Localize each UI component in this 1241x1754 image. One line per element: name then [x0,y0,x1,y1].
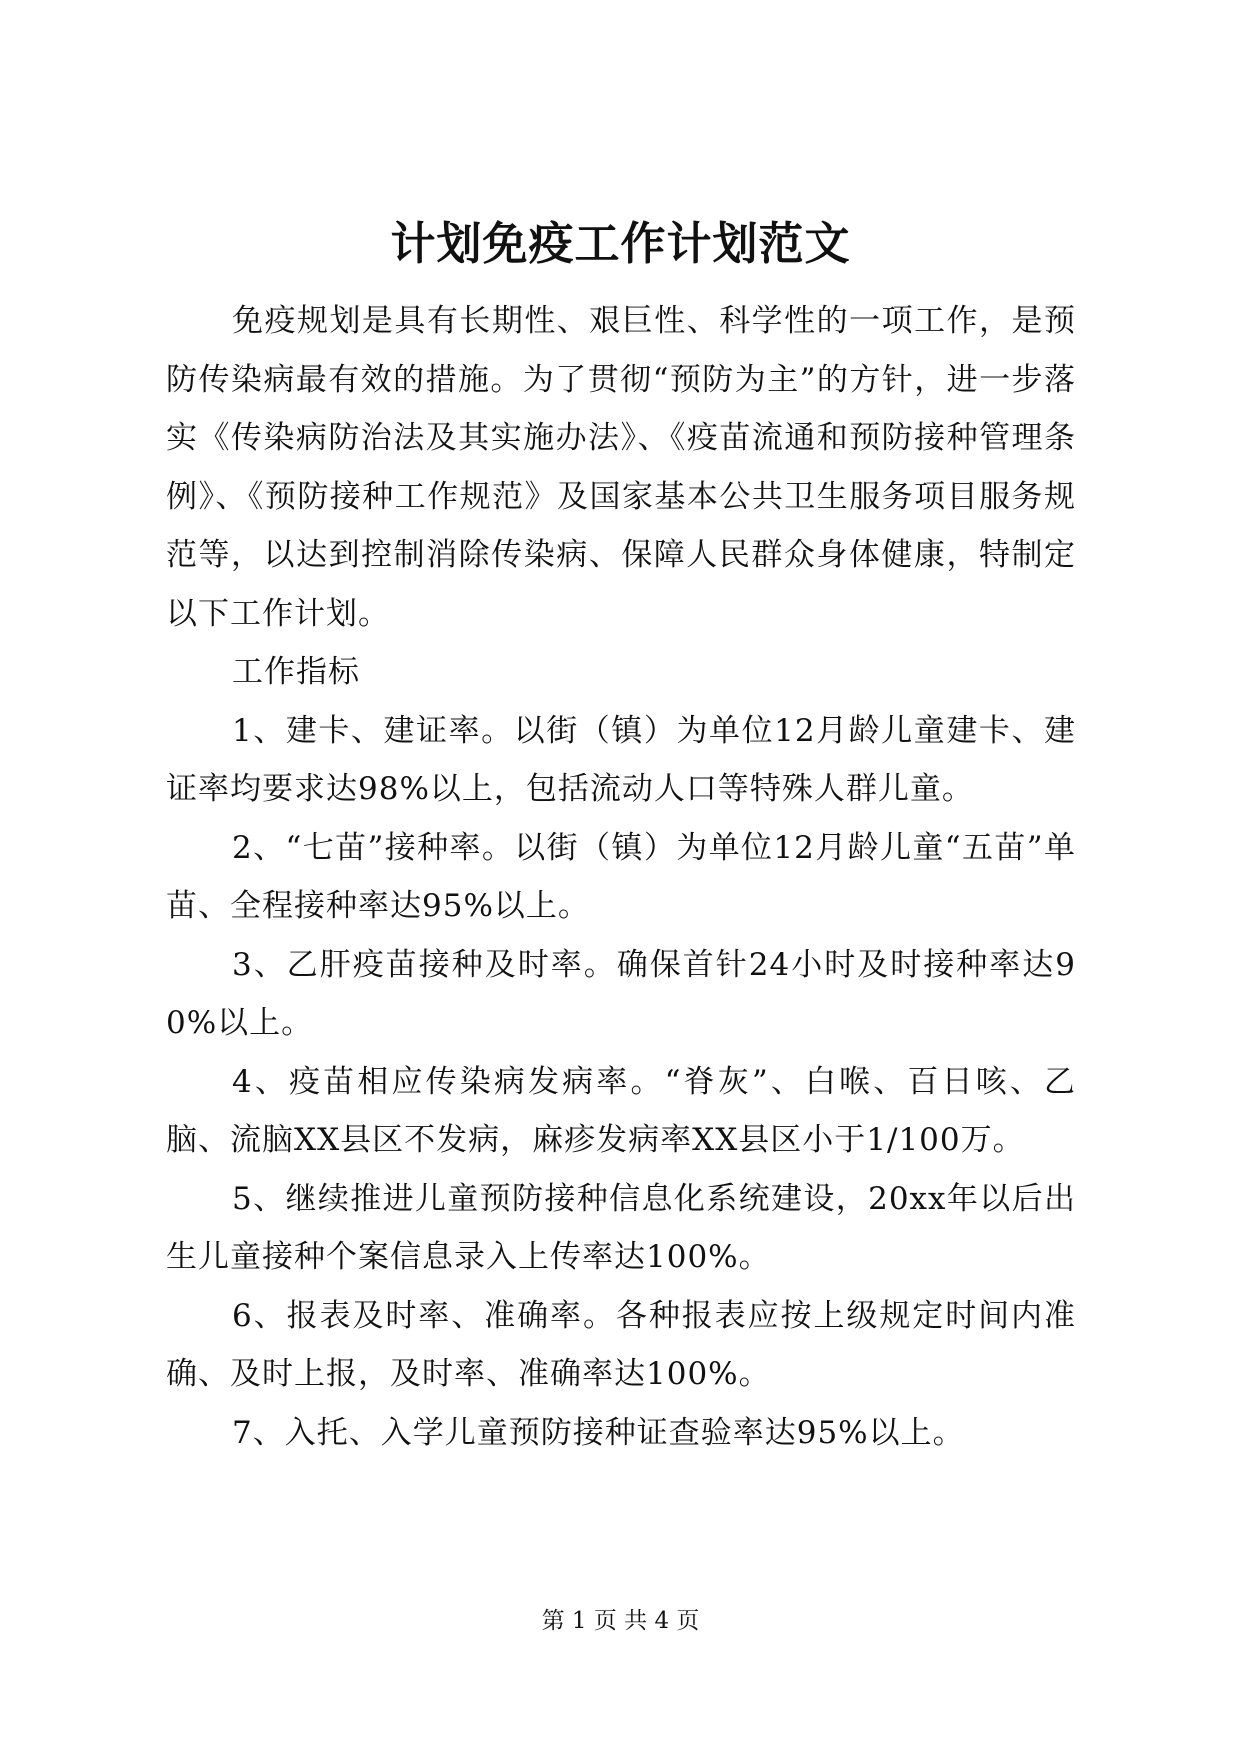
paragraph-indicator-5: 5、继续推进儿童预防接种信息化系统建设，20xx年以后出生儿童接种个案信息录入上传率达100%。 [166,1180,1076,1275]
paragraph-indicator-4: 4、疫苗相应传染病发病率。“脊灰”、白喉、百日咳、乙脑、流脑XX县区不发病，麻疹发病率XX县区小于1/100万。 [166,1063,1076,1158]
page-footer: 第 1 页 共 4 页 [541,1608,700,1634]
paragraph-indicator-6: 6、报表及时率、准确率。各种报表应按上级规定时间内准确、及时上报，及时率、准确率达100%。 [166,1297,1076,1392]
paragraph-indicator-3: 3、乙肝疫苗接种及时率。确保首针24小时及时接种率达90%以上。 [166,946,1076,1041]
document-title: 计划免疫工作计划范文 [390,217,851,270]
paragraph-indicator-7: 7、入托、入学儿童预防接种证查验率达95%以上。 [232,1414,965,1451]
paragraph-intro: 免疫规划是具有长期性、艰巨性、科学性的一项工作，是预防传染病最有效的措施。为了贯彻“预防为主”的方针，进一步落实《传染病防治法及其实施办法》、《疫苗流通和预防接种管理条例》、《预防接种工作规范》及国家基本公共卫生服务项目服务规范等，以达到控制消除传染病、保障人民群众身体健康，特制定以下工作计划。 [166,303,1076,632]
paragraph-heading-work-indicators: 工作指标 [232,654,360,690]
document-body [166,292,1076,1462]
paragraph-indicator-2: 2、“七苗”接种率。以街（镇）为单位12月龄儿童“五苗”单苗、全程接种率达95%以上。 [166,829,1076,924]
paragraph-indicator-1: 1、建卡、建证率。以街（镇）为单位12月龄儿童建卡、建证率均要求达98%以上，包括流动人口等特殊人群儿童。 [166,712,1076,807]
